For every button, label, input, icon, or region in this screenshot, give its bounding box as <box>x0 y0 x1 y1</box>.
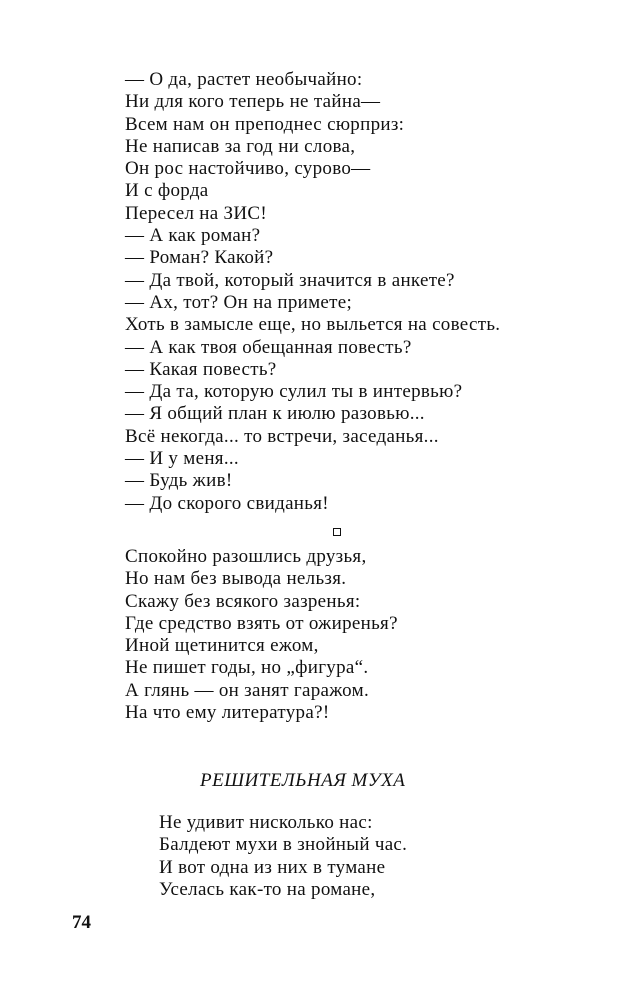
verse-line: Не написав за год ни слова, <box>125 135 356 157</box>
poem-title: РЕШИТЕЛЬНАЯ МУХА <box>200 770 406 791</box>
verse-line: Он рос настойчиво, сурово— <box>125 158 371 180</box>
verse-line: Ни для кого теперь не тайна— <box>125 91 381 113</box>
verse-line: Всем нам он преподнес сюрприз: <box>125 113 405 135</box>
verse-line: Но нам без вывода нельзя. <box>125 568 347 590</box>
verse-line: Балдеют мухи в знойный час. <box>159 834 408 856</box>
verse-line: — Я общий план к июлю разовью... <box>125 403 425 425</box>
verse-line: — А как твоя обещанная повесть? <box>125 336 412 358</box>
section-separator-square-icon <box>333 528 341 536</box>
verse-line: Иной щетинится ежом, <box>125 635 319 657</box>
verse-line: И вот одна из них в тумане <box>159 856 386 878</box>
verse-line: Скажу без всякого зазренья: <box>125 590 361 612</box>
verse-line: И с форда <box>125 180 209 202</box>
poem-stanza-1 <box>125 69 565 515</box>
verse-line: — Роман? Какой? <box>125 247 274 269</box>
verse-line: — Будь жив! <box>125 470 233 492</box>
poem-stanza-2 <box>125 546 565 724</box>
poem-stanza-3 <box>159 812 599 901</box>
verse-line: А глянь — он занят гаражом. <box>125 679 369 701</box>
verse-line: Спокойно разошлись друзья, <box>125 546 367 567</box>
verse-line: Не пишет годы, но „фигура“. <box>125 657 369 679</box>
verse-line: Всё некогда... то встречи, заседанья... <box>125 425 439 447</box>
verse-line: Не удивит нисколько нас: <box>159 812 373 833</box>
verse-line: — И у меня... <box>125 448 239 470</box>
verse-line: — А как роман? <box>125 225 261 247</box>
verse-line: Уселась как-то на романе, <box>159 878 376 900</box>
verse-line: — Какая повесть? <box>125 358 277 380</box>
verse-line: — Да та, которую сулил ты в интервью? <box>125 381 463 403</box>
verse-line: — Да твой, который значится в анкете? <box>125 269 455 291</box>
verse-line: — О да, растет необычайно: <box>125 69 363 90</box>
page-number: 74 <box>72 912 91 933</box>
verse-line: Пересел на ЗИС! <box>125 202 267 224</box>
verse-line: На что ему литература?! <box>125 702 330 724</box>
verse-line: Хоть в замысле еще, но выльется на совесть. <box>125 314 501 336</box>
verse-line: Где средство взять от ожиренья? <box>125 612 398 634</box>
verse-line: — Ах, тот? Он на примете; <box>125 291 353 313</box>
verse-line: — До скорого свиданья! <box>125 492 329 514</box>
